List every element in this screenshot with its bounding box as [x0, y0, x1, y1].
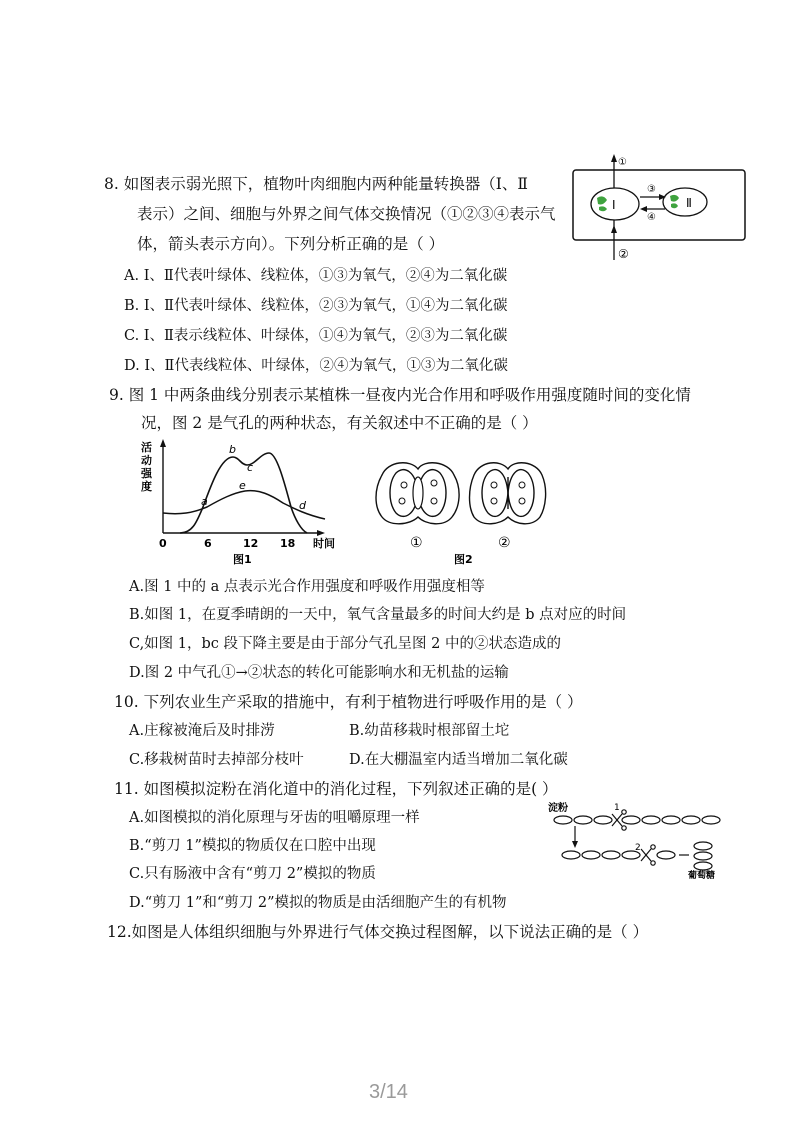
scissors-2-icon — [641, 845, 655, 865]
q11-option-d: D.“剪刀 1”和“剪刀 2”模拟的物质是由活细胞产生的有机物 — [129, 895, 507, 911]
q8-stem-line1: 8. 如图表示弱光照下，植物叶肉细胞内两种能量转换器（Ⅰ、Ⅱ — [104, 175, 528, 193]
q9-figure2-stomata — [370, 455, 550, 565]
q8-stem-line2: 表示）之间、细胞与外界之间气体交换情况（①②③④表示气 — [137, 205, 556, 223]
q11-starch-digestion-diagram — [546, 800, 722, 880]
q9-fig1-point-a: a — [201, 495, 208, 508]
q9-fig2-label-2: ② — [498, 535, 511, 551]
q9-fig2-caption: 图2 — [454, 553, 473, 565]
q9-fig2-label-1: ① — [410, 535, 423, 551]
q9-fig1-xlabel: 时间 — [313, 537, 335, 550]
q9-stem-line2: 况，图 2 是气孔的两种状态，有关叙述中不正确的是（ ） — [141, 414, 538, 432]
q8-fig-gas-1: ① — [618, 157, 627, 168]
q9-fig1-point-d: d — [299, 499, 306, 512]
q8-option-a: A. Ⅰ、Ⅱ代表叶绿体、线粒体，①③为氧气，②④为二氧化碳 — [124, 268, 508, 284]
page-number: 3/14 — [369, 1081, 408, 1103]
q9-fig1-point-c: c — [247, 461, 254, 474]
q10-option-b: B.幼苗移栽时根部留土坨 — [349, 723, 510, 739]
q8-fig-gas-2: ② — [618, 247, 629, 261]
stoma-open-drawing — [376, 463, 459, 524]
q9-fig1-ylabel-3: 强 — [141, 467, 152, 480]
q9-figure1-graph — [135, 435, 355, 565]
q10-stem: 10. 下列农业生产采取的措施中，有利于植物进行呼吸作用的是（ ） — [114, 693, 583, 711]
q8-fig-gas-3: ③ — [647, 184, 656, 195]
q8-fig-organelle-2: Ⅱ — [686, 196, 692, 210]
q9-fig1-tick-6: 6 — [204, 537, 212, 550]
q11-fig-scissor-2: 2 — [635, 843, 641, 853]
q9-fig1-ylabel-2: 动 — [141, 454, 152, 467]
q8-stem-line3: 体，箭头表示方向）。下列分析正确的是（ ） — [137, 235, 445, 253]
q8-organelle-diagram — [570, 152, 750, 264]
q11-stem: 11. 如图模拟淀粉在消化道中的消化过程，下列叙述正确的是( ） — [114, 780, 558, 798]
q10-option-d: D.在大棚温室内适当增加二氧化碳 — [349, 752, 568, 768]
q9-option-b: B.如图 1，在夏季晴朗的一天中，氧气含量最多的时间大约是 b 点对应的时间 — [129, 607, 627, 623]
organelle-2-shape — [663, 188, 707, 216]
q10-option-a: A.庄稼被淹后及时排涝 — [129, 723, 275, 739]
q8-fig-gas-4: ④ — [647, 212, 656, 223]
q12-stem: 12.如图是人体组织细胞与外界进行气体交换过程图解，以下说法正确的是（ ） — [107, 923, 649, 941]
q8-fig-organelle-1: Ⅰ — [612, 198, 616, 212]
q9-fig1-tick-0: 0 — [159, 537, 167, 550]
q10-option-c: C.移栽树苗时去掉部分枝叶 — [129, 752, 304, 768]
stoma-closed-drawing — [470, 463, 546, 524]
q9-fig1-point-e: e — [239, 479, 246, 492]
q8-option-b: B. Ⅰ、Ⅱ代表叶绿体、线粒体，②③为氧气，①④为二氧化碳 — [124, 298, 508, 314]
q11-fig-scissor-1: 1 — [614, 803, 620, 813]
q9-fig1-point-b: b — [229, 443, 236, 456]
q11-option-c: C.只有肠液中含有“剪刀 2”模拟的物质 — [129, 866, 376, 882]
q8-option-c: C. Ⅰ、Ⅱ表示线粒体、叶绿体，①④为氧气，②③为二氧化碳 — [124, 328, 508, 344]
photosynthesis-curve — [180, 453, 307, 533]
q9-option-a: A.图 1 中的 a 点表示光合作用强度和呼吸作用强度相等 — [129, 579, 485, 595]
q9-fig1-ylabel-1: 活 — [141, 441, 152, 454]
q9-fig1-tick-12: 12 — [243, 537, 259, 550]
q8-option-d: D. Ⅰ、Ⅱ代表线粒体、叶绿体，②④为氧气，①③为二氧化碳 — [124, 358, 508, 374]
q9-stem-line1: 9. 图 1 中两条曲线分别表示某植株一昼夜内光合作用和呼吸作用强度随时间的变化情 — [109, 386, 691, 404]
q11-fig-starch-label: 淀粉 — [548, 803, 568, 814]
q9-option-c: C,如图 1，bc 段下降主要是由于部分气孔呈图 2 中的②状态造成的 — [129, 636, 561, 652]
q11-option-b: B.“剪刀 1”模拟的物质仅在口腔中出现 — [129, 838, 376, 854]
q9-fig1-caption: 图1 — [233, 553, 252, 565]
q9-fig1-ylabel-4: 度 — [141, 480, 152, 493]
q11-fig-glucose-label: 葡萄糖 — [688, 871, 716, 880]
q9-option-d: D.图 2 中气孔①→②状态的转化可能影响水和无机盐的运输 — [129, 665, 509, 681]
q9-fig1-tick-18: 18 — [280, 537, 296, 550]
q11-option-a: A.如图模拟的消化原理与牙齿的咀嚼原理一样 — [129, 810, 420, 826]
